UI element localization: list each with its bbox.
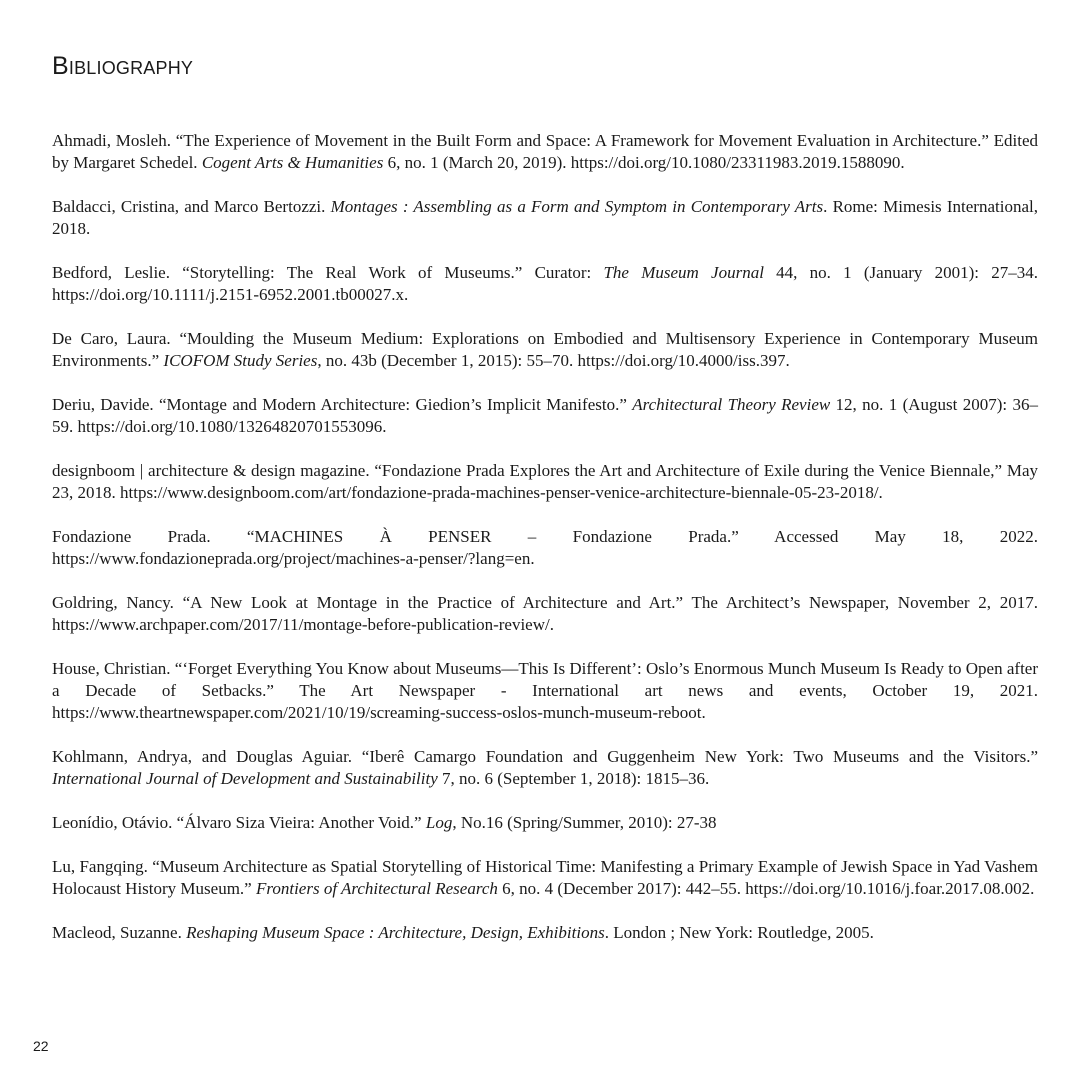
- entry-title-italic: Montages : Assembling as a Form and Symptom in Contemporary Arts: [330, 197, 824, 216]
- entry-text: Fondazione Prada. “MACHINES À PENSER – Fondazione Prada.” Accessed May 18, 2022. https://www.fondazioneprada.org/project/machines-a-penser/?lang=en.: [52, 527, 1038, 568]
- entry-text-tail: . Rome: Mimesis International, 2018.: [52, 197, 1038, 238]
- bibliography-entry: [52, 746, 1038, 790]
- bibliography-entry: [52, 526, 1038, 570]
- entry-text: De Caro, Laura. “Moulding the Museum Medium: Explorations on Embodied and Multisensory Experience in Contemporary Museum Environments.”: [52, 329, 1038, 370]
- bibliography-entry: [52, 328, 1038, 372]
- entry-text: Baldacci, Cristina, and Marco Bertozzi.: [52, 197, 331, 216]
- bibliography-entry: [52, 922, 1038, 944]
- page-number: 22: [33, 1038, 49, 1054]
- bibliography-entry: [52, 262, 1038, 306]
- entry-title-italic: Architectural Theory Review: [632, 395, 831, 414]
- bibliography-entry: [52, 196, 1038, 240]
- entry-title-italic: ICOFOM Study Series: [163, 351, 318, 370]
- entry-title-italic: Reshaping Museum Space : Architecture, Design, Exhibitions: [186, 923, 605, 942]
- entry-text-tail: 6, no. 1 (March 20, 2019). https://doi.org/10.1080/23311983.2019.1588090.: [383, 153, 905, 172]
- entry-text-tail: 6, no. 4 (December 2017): 442–55. https://doi.org/10.1016/j.foar.2017.08.002.: [497, 879, 1035, 898]
- entry-text-tail: . London ; New York: Routledge, 2005.: [604, 923, 874, 942]
- bibliography-entry: [52, 658, 1038, 724]
- entry-text-tail: 12, no. 1 (August 2007): 36–59. https://doi.org/10.1080/13264820701553096.: [52, 395, 1038, 436]
- entry-text: Leonídio, Otávio. “Álvaro Siza Vieira: Another Void.”: [52, 813, 426, 832]
- entry-text: Ahmadi, Mosleh. “The Experience of Movement in the Built Form and Space: A Framework for Movement Evaluation in Architecture.” Edited by Margaret Schedel.: [52, 131, 1038, 172]
- entry-text: Macleod, Suzanne.: [52, 923, 187, 942]
- entry-title-italic: Cogent Arts & Humanities: [201, 153, 384, 172]
- entry-title-italic: Log: [425, 813, 453, 832]
- bibliography-entry: [52, 130, 1038, 174]
- bibliography-entry: [52, 592, 1038, 636]
- entry-text-tail: , No.16 (Spring/Summer, 2010): 27-38: [452, 813, 717, 832]
- entry-text-tail: 7, no. 6 (September 1, 2018): 1815–36.: [437, 769, 710, 788]
- bibliography-entry: [52, 856, 1038, 900]
- entry-text: House, Christian. “‘Forget Everything You Know about Museums—This Is Different’: Oslo’s Enormous Munch Museum Is Ready to Open after a Decade of Setbacks.” The Art Newspaper - International art news and events, October 19, 2021. https://www.theartnewspaper.com/2021/10/19/screaming-success-oslos-munch-museum-reboot.: [52, 659, 1038, 722]
- entry-text: Deriu, Davide. “Montage and Modern Architecture: Giedion’s Implicit Manifesto.”: [52, 395, 633, 414]
- entry-text: Kohlmann, Andrya, and Douglas Aguiar. “Iberê Camargo Foundation and Guggenheim New York: Two Museums and the Visitors.”: [52, 747, 1038, 766]
- entry-title-italic: Frontiers of Architectural Research: [255, 879, 498, 898]
- page-title: Bibliography: [52, 52, 194, 80]
- entry-text: Bedford, Leslie. “Storytelling: The Real Work of Museums.” Curator:: [52, 263, 604, 282]
- bibliography-entry: [52, 460, 1038, 504]
- entry-text-tail: 44, no. 1 (January 2001): 27–34. https://doi.org/10.1111/j.2151-6952.2001.tb00027.x.: [52, 263, 1039, 304]
- entry-title-italic: International Journal of Development and Sustainability: [52, 769, 438, 788]
- entry-text: designboom | architecture & design magazine. “Fondazione Prada Explores the Art and Architecture of Exile during the Venice Biennale,” May 23, 2018. https://www.designboom.com/art/fondazione-prada-machines-penser-venice-architecture-biennale-05-23-2018/.: [52, 461, 1038, 502]
- bibliography-entry: [52, 812, 1038, 834]
- entry-text-tail: , no. 43b (December 1, 2015): 55–70. https://doi.org/10.4000/iss.397.: [317, 351, 790, 370]
- bibliography-list: [52, 130, 1038, 966]
- entry-title-italic: The Museum Journal: [603, 263, 764, 282]
- entry-text: Goldring, Nancy. “A New Look at Montage in the Practice of Architecture and Art.” The Architect’s Newspaper, November 2, 2017. https://www.archpaper.com/2017/11/montage-before-publication-review/.: [52, 593, 1038, 634]
- entry-text: Lu, Fangqing. “Museum Architecture as Spatial Storytelling of Historical Time: Manifesting a Primary Example of Jewish Space in Yad Vashem Holocaust History Museum.”: [52, 857, 1038, 898]
- bibliography-entry: [52, 394, 1038, 438]
